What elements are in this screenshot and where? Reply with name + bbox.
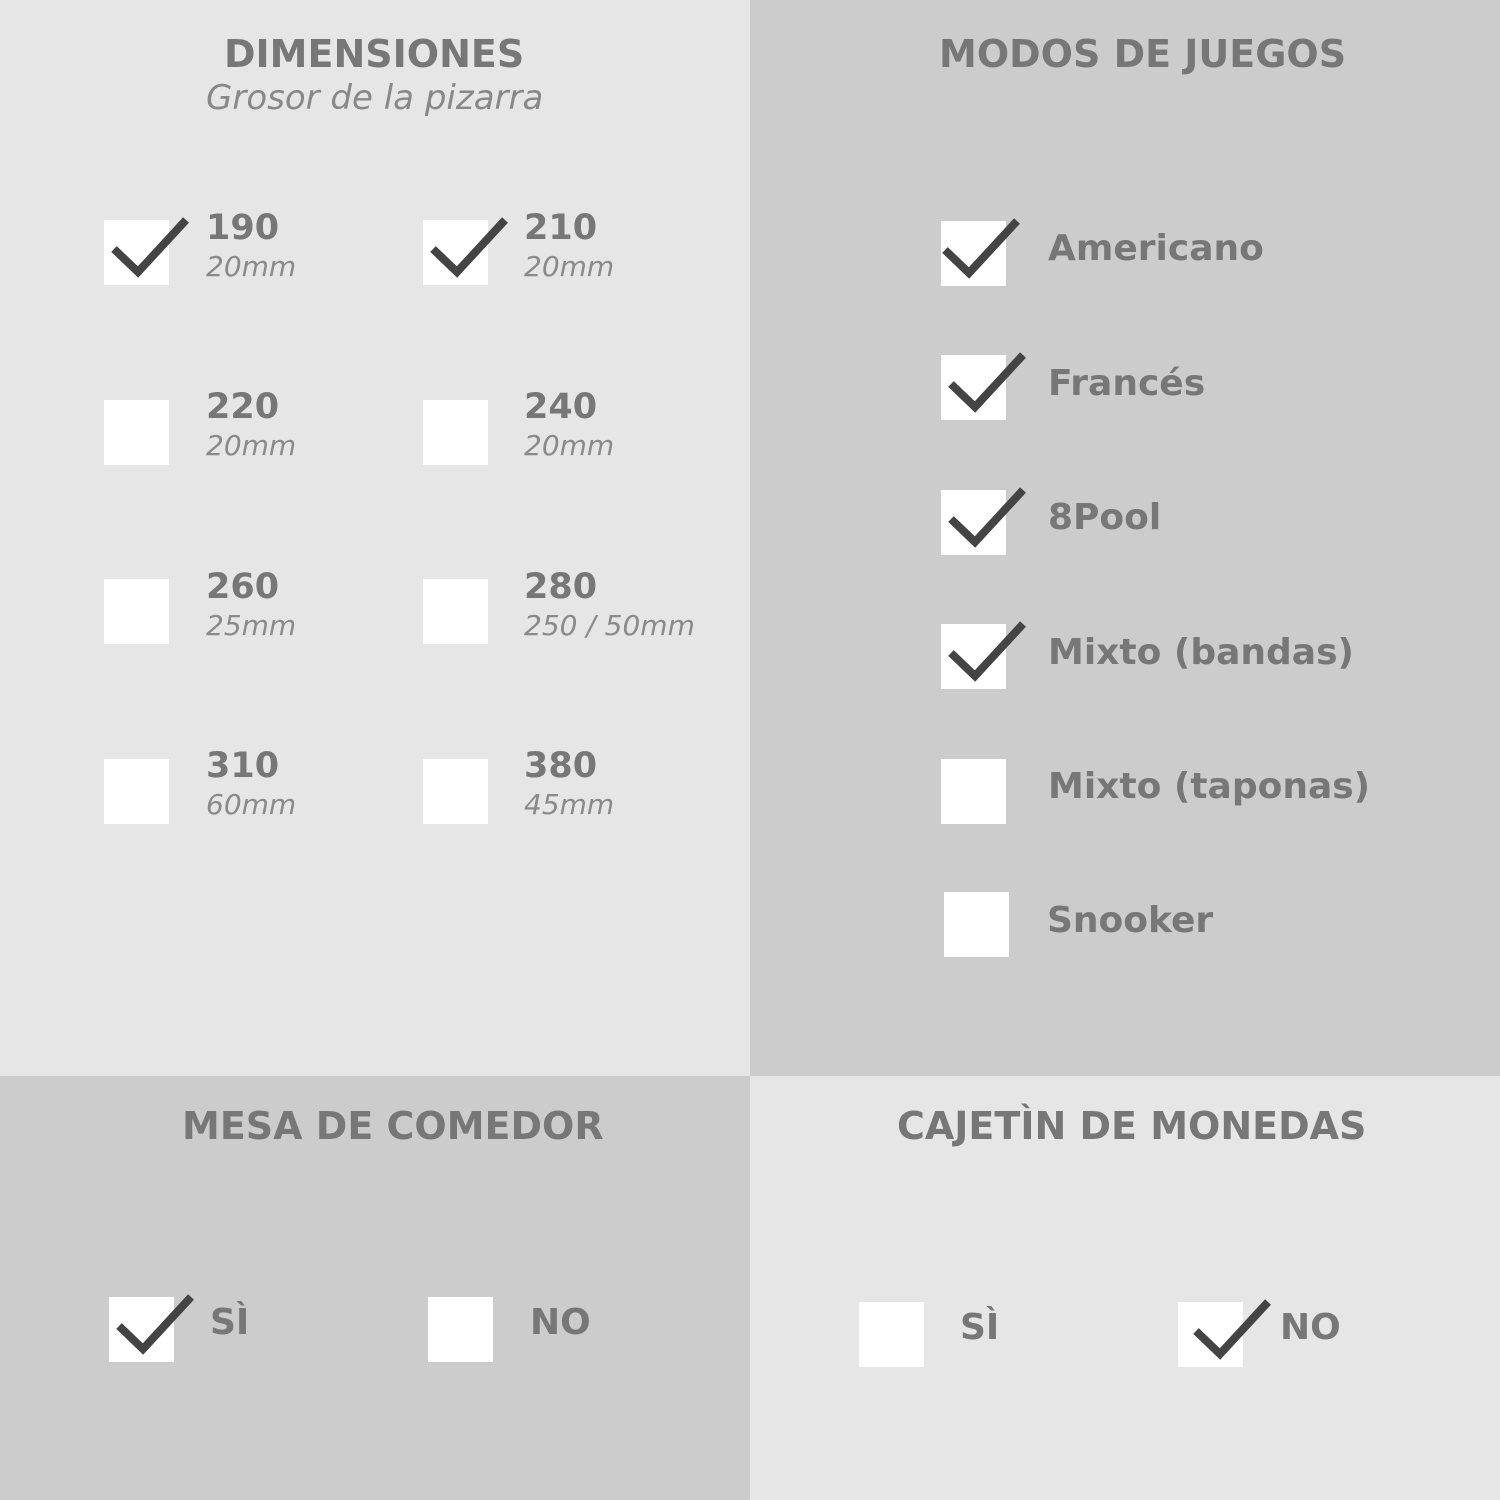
checkbox-dim-260[interactable] xyxy=(104,579,169,644)
dim-size-label: 210 xyxy=(524,208,598,248)
dim-thickness-label: 250 / 50mm xyxy=(524,609,695,642)
cajetin-title: CAJETÌN DE MONEDAS xyxy=(897,1104,1367,1148)
modo-label: Mixto (taponas) xyxy=(1048,766,1371,807)
checkbox-dim-380[interactable] xyxy=(423,759,488,824)
dim-size-label: 310 xyxy=(206,746,280,786)
checkmark-icon xyxy=(945,618,1025,688)
dim-size-label: 380 xyxy=(524,746,598,786)
dim-size-label: 220 xyxy=(206,387,280,427)
checkmark-icon xyxy=(939,215,1019,285)
dim-thickness-label: 20mm xyxy=(524,429,615,462)
dim-size-label: 240 xyxy=(524,387,598,427)
dim-thickness-label: 45mm xyxy=(524,788,615,821)
dimensiones-title: DIMENSIONES xyxy=(224,32,525,76)
dimensiones-subtitle: Grosor de la pizarra xyxy=(206,78,544,118)
checkbox-mixto-bandas[interactable] xyxy=(941,624,1006,689)
dim-size-label: 280 xyxy=(524,567,598,607)
mesa-title: MESA DE COMEDOR xyxy=(182,1104,604,1148)
cajetin-panel xyxy=(750,1076,1500,1500)
checkmark-icon xyxy=(945,484,1025,554)
cajetin-option-label: NO xyxy=(1280,1307,1341,1348)
modo-label: Francés xyxy=(1048,363,1206,404)
checkmark-icon xyxy=(945,349,1025,419)
checkbox-mixto-taponas[interactable] xyxy=(941,759,1006,824)
dim-thickness-label: 20mm xyxy=(524,250,615,283)
dim-thickness-label: 25mm xyxy=(206,609,297,642)
mesa-panel xyxy=(0,1076,750,1500)
modos-title: MODOS DE JUEGOS xyxy=(939,32,1347,76)
checkbox-cajetin-si[interactable] xyxy=(859,1302,924,1367)
cajetin-option-label: SÌ xyxy=(960,1307,1000,1348)
checkbox-dim-240[interactable] xyxy=(423,400,488,465)
checkbox-mesa-si[interactable] xyxy=(109,1297,174,1362)
checkbox-dim-280[interactable] xyxy=(423,579,488,644)
checkmark-icon xyxy=(108,214,188,284)
modo-label: 8Pool xyxy=(1048,497,1162,538)
checkbox-dim-220[interactable] xyxy=(104,400,169,465)
checkmark-icon xyxy=(427,214,507,284)
dim-thickness-label: 20mm xyxy=(206,429,297,462)
checkbox-cajetin-no[interactable] xyxy=(1178,1302,1243,1367)
modo-label: Snooker xyxy=(1047,900,1214,941)
checkbox-8pool[interactable] xyxy=(941,490,1006,555)
dimensiones-panel xyxy=(0,0,750,1076)
checkbox-frances[interactable] xyxy=(941,355,1006,420)
dim-thickness-label: 20mm xyxy=(206,250,297,283)
modos-panel xyxy=(750,0,1500,1076)
checkbox-dim-190[interactable] xyxy=(104,220,169,285)
dim-size-label: 190 xyxy=(206,208,280,248)
checkbox-mesa-no[interactable] xyxy=(428,1297,493,1362)
checkbox-dim-310[interactable] xyxy=(104,759,169,824)
dim-size-label: 260 xyxy=(206,567,280,607)
mesa-option-label: SÌ xyxy=(210,1302,250,1343)
dim-thickness-label: 60mm xyxy=(206,788,297,821)
checkmark-icon xyxy=(1190,1296,1270,1366)
modo-label: Americano xyxy=(1048,228,1264,269)
mesa-option-label: NO xyxy=(530,1302,591,1343)
checkbox-snooker[interactable] xyxy=(944,892,1009,957)
modo-label: Mixto (bandas) xyxy=(1048,632,1354,673)
checkbox-dim-210[interactable] xyxy=(423,220,488,285)
checkmark-icon xyxy=(113,1291,193,1361)
checkbox-americano[interactable] xyxy=(941,221,1006,286)
